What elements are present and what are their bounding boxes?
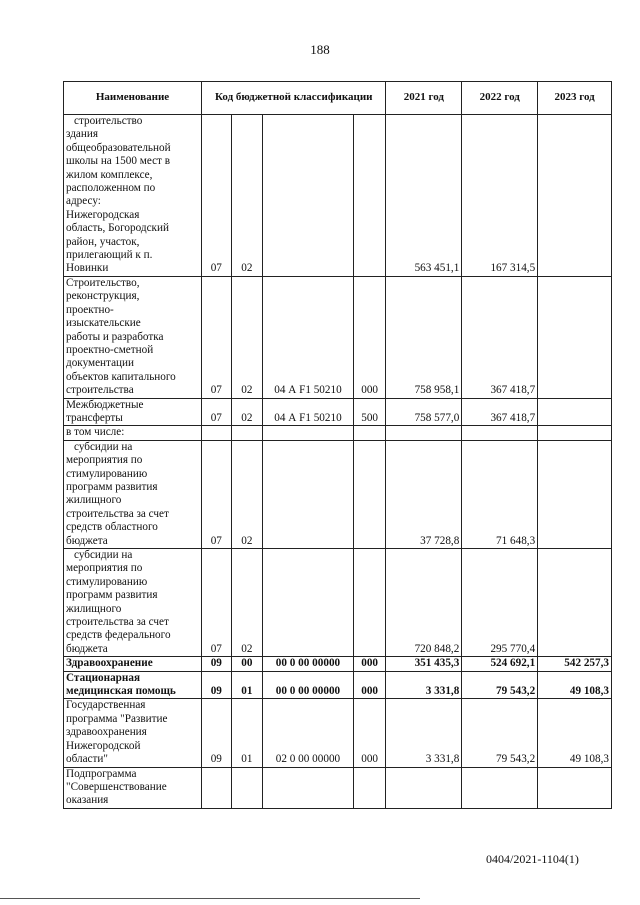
value-2023 — [538, 767, 612, 808]
row-name-line: медицинская помощь — [66, 685, 176, 698]
document-code: 0404/2021-1104(1) — [486, 852, 579, 866]
row-name-line: Нижегородской — [66, 739, 141, 752]
row-name-line: стимулированию — [66, 467, 148, 480]
row-name — [64, 440, 202, 548]
row-name-line: область, Богородский — [66, 222, 169, 235]
header-name: Наименование — [64, 82, 202, 115]
code-expense-type — [353, 115, 386, 277]
code-expense-type: 000 — [353, 671, 386, 699]
code-expense-type — [353, 440, 386, 548]
row-name-line: здравоохранения — [66, 726, 147, 739]
row-name-line: средств федерального — [66, 629, 171, 642]
code-section: 07 — [202, 115, 232, 277]
scan-edge-line — [0, 898, 420, 899]
code-section: 09 — [202, 657, 232, 671]
row-name — [64, 398, 202, 426]
table-row — [64, 440, 612, 548]
row-name — [64, 767, 202, 808]
code-target — [263, 549, 354, 657]
row-name-line: район, участок, — [66, 235, 140, 248]
value-2021 — [386, 426, 462, 440]
table-row — [64, 115, 612, 277]
table-row — [64, 767, 612, 808]
value-2023 — [538, 398, 612, 426]
code-subsection: 02 — [231, 440, 263, 548]
value-2022: 71 648,3 — [462, 440, 538, 548]
row-name — [64, 426, 202, 440]
table-row — [64, 276, 612, 398]
row-name-line: строительства за счет — [66, 616, 169, 629]
row-name-line: оказания — [66, 794, 109, 807]
row-name-line: трансферты — [66, 411, 123, 424]
value-2023 — [538, 426, 612, 440]
row-name-line: Новинки — [66, 262, 109, 275]
value-2023: 542 257,3 — [538, 657, 612, 671]
row-name — [64, 276, 202, 398]
code-expense-type: 000 — [353, 276, 386, 398]
value-2022 — [462, 426, 538, 440]
row-name-line: строительства за счет — [66, 507, 169, 520]
row-name-line: бюджета — [66, 642, 108, 655]
code-target: 04 А F1 50210 — [263, 398, 354, 426]
value-2022: 524 692,1 — [462, 657, 538, 671]
row-name-line: субсидии на — [74, 440, 133, 453]
value-2021: 720 848,2 — [386, 549, 462, 657]
row-name-line: мероприятия по — [66, 454, 143, 467]
code-subsection — [231, 767, 263, 808]
code-target — [263, 767, 354, 808]
code-expense-type — [353, 549, 386, 657]
value-2022: 295 770,4 — [462, 549, 538, 657]
value-2021: 563 451,1 — [386, 115, 462, 277]
row-name-line: стимулированию — [66, 575, 148, 588]
value-2023 — [538, 276, 612, 398]
row-name-line: расположенном по — [66, 182, 156, 195]
row-name-line: Здравоохранение — [66, 657, 153, 670]
row-name-line: реконструкция, — [66, 290, 140, 303]
value-2021: 758 577,0 — [386, 398, 462, 426]
code-target: 00 0 00 00000 — [263, 671, 354, 699]
table-row — [64, 398, 612, 426]
value-2021: 3 331,8 — [386, 699, 462, 767]
code-subsection: 00 — [231, 657, 263, 671]
code-section: 07 — [202, 276, 232, 398]
value-2023: 49 108,3 — [538, 671, 612, 699]
code-subsection: 02 — [231, 549, 263, 657]
code-subsection — [231, 426, 263, 440]
table-header-row — [64, 82, 612, 115]
row-name-line: мероприятия по — [66, 562, 143, 575]
row-name-line: Стационарная — [66, 671, 140, 684]
table-row — [64, 671, 612, 699]
value-2022: 367 418,7 — [462, 276, 538, 398]
row-name-line: строительства — [66, 384, 134, 397]
row-name — [64, 657, 202, 671]
code-expense-type: 500 — [353, 398, 386, 426]
row-name — [64, 699, 202, 767]
code-section: 09 — [202, 699, 232, 767]
value-2022: 167 314,5 — [462, 115, 538, 277]
row-name-line: в том числе: — [66, 426, 125, 439]
row-name-line: бюджета — [66, 534, 108, 547]
code-subsection: 01 — [231, 671, 263, 699]
value-2021: 351 435,3 — [386, 657, 462, 671]
row-name-line: здания — [66, 128, 98, 141]
code-expense-type: 000 — [353, 657, 386, 671]
code-target — [263, 115, 354, 277]
row-name-line: Нижегородская — [66, 208, 140, 221]
code-expense-type — [353, 426, 386, 440]
table-row — [64, 426, 612, 440]
row-name-line: области" — [66, 753, 108, 766]
row-name — [64, 671, 202, 699]
row-name-line: программ развития — [66, 480, 158, 493]
code-section: 09 — [202, 671, 232, 699]
value-2021 — [386, 767, 462, 808]
code-subsection: 02 — [231, 398, 263, 426]
row-name-line: субсидии на — [74, 549, 133, 561]
code-subsection: 02 — [231, 115, 263, 277]
row-name-line: Строительство, — [66, 276, 140, 289]
code-section: 07 — [202, 549, 232, 657]
row-name-line: прилегающий к п. — [66, 249, 153, 262]
row-name — [64, 115, 202, 277]
table-row — [64, 657, 612, 671]
row-name-line: жилищного — [66, 494, 122, 507]
row-name — [64, 549, 202, 657]
code-target: 00 0 00 00000 — [263, 657, 354, 671]
code-subsection: 02 — [231, 276, 263, 398]
row-name-line: Межбюджетные — [66, 398, 144, 411]
code-target: 02 0 00 00000 — [263, 699, 354, 767]
row-name-line: школы на 1500 мест в — [66, 155, 171, 168]
row-name-line: общеобразовательной — [66, 141, 171, 154]
header-2021: 2021 год — [386, 82, 462, 115]
value-2023: 49 108,3 — [538, 699, 612, 767]
row-name-line: строительство — [74, 115, 143, 127]
value-2023 — [538, 549, 612, 657]
code-target — [263, 426, 354, 440]
code-section: 07 — [202, 440, 232, 548]
row-name-line: работы и разработка — [66, 330, 164, 343]
row-name-line: документации — [66, 357, 134, 370]
row-name-line: программа "Развитие — [66, 712, 168, 725]
row-name-line: программ развития — [66, 589, 158, 602]
row-name-line: Подпрограмма — [66, 767, 137, 780]
code-section — [202, 767, 232, 808]
value-2022 — [462, 767, 538, 808]
value-2022: 367 418,7 — [462, 398, 538, 426]
header-2022: 2022 год — [462, 82, 538, 115]
code-expense-type: 000 — [353, 699, 386, 767]
value-2023 — [538, 115, 612, 277]
row-name-line: проектно-сметной — [66, 343, 154, 356]
table-row — [64, 699, 612, 767]
code-subsection: 01 — [231, 699, 263, 767]
budget-table — [63, 81, 612, 809]
code-target — [263, 440, 354, 548]
value-2022: 79 543,2 — [462, 699, 538, 767]
row-name-line: жилищного — [66, 602, 122, 615]
row-name-line: "Совершенствование — [66, 780, 167, 793]
row-name-line: изыскательские — [66, 317, 141, 330]
code-section: 07 — [202, 398, 232, 426]
row-name-line: средств областного — [66, 521, 158, 534]
value-2021: 758 958,1 — [386, 276, 462, 398]
page-number: 188 — [310, 42, 330, 57]
value-2021: 37 728,8 — [386, 440, 462, 548]
value-2023 — [538, 440, 612, 548]
row-name-line: жилом комплексе, — [66, 168, 153, 181]
row-name-line: Государственная — [66, 699, 146, 712]
table-row — [64, 549, 612, 657]
header-2023: 2023 год — [538, 82, 612, 115]
value-2021: 3 331,8 — [386, 671, 462, 699]
value-2022: 79 543,2 — [462, 671, 538, 699]
code-section — [202, 426, 232, 440]
code-expense-type — [353, 767, 386, 808]
row-name-line: адресу: — [66, 195, 101, 208]
row-name-line: проектно- — [66, 303, 114, 316]
header-budget-code: Код бюджетной классификации — [202, 82, 386, 115]
code-target: 04 А F1 50210 — [263, 276, 354, 398]
row-name-line: объектов капитального — [66, 370, 176, 383]
